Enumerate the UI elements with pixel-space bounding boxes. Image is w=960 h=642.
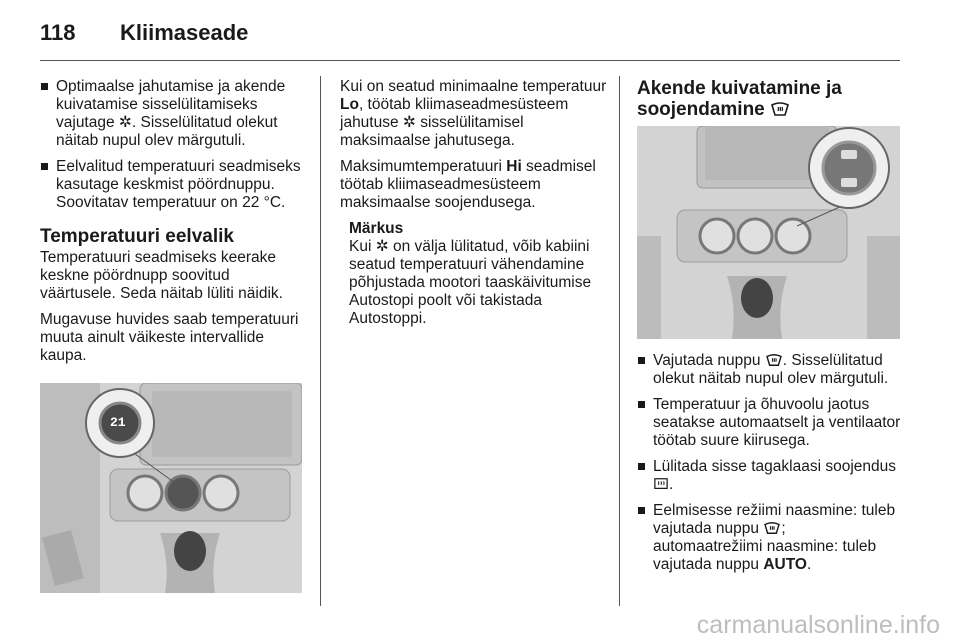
paragraph-min-temp — [340, 78, 610, 150]
watermark: carmanualsonline.info — [696, 611, 940, 639]
lo-label: Lo — [340, 96, 359, 113]
note-title: Märkus — [349, 220, 404, 237]
note-box — [340, 220, 610, 328]
paragraph-max-temp — [340, 158, 610, 212]
column-3-list — [637, 352, 905, 582]
paragraph: Temperatuuri seadmiseks keerake keskne pöördnupp soovitud väärtusele. Seda näitab lüliti näidik. — [40, 249, 283, 302]
text-span: . — [806, 556, 812, 573]
bullet-item — [637, 458, 905, 494]
heading-text: Akende kuivatamine ja soojendamine — [637, 78, 842, 120]
text-span: Vajutada nuppu — [653, 352, 765, 369]
column-1 — [40, 78, 308, 373]
text-span: ; automaatrežiimi naasmine: tuleb vajutada nuppu — [653, 520, 877, 573]
text-span: Kui on seatud minimaalne temperatuur — [340, 78, 607, 95]
note-text: Kui ✲ on välja lülitatud, võib kabiini seatud temperatuuri vähendamine põhjustada mootori taaskäivitumise Autostopi poolt või takistada Autostoppi. — [349, 238, 592, 327]
text-span: . — [669, 476, 674, 493]
text-span: Maksimumtemperatuuri — [340, 158, 507, 175]
figure-defrost-controls — [637, 126, 900, 339]
column-2 — [340, 78, 610, 336]
windscreen-defrost-icon — [765, 353, 783, 367]
auto-label: AUTO — [763, 556, 807, 573]
bullet-item: Optimaalse jahutamise ja akende kuivatamise sisselülitamiseks vajutage ✲. Sisselülitatud olekut näitab nupul olev märgutuli. — [40, 78, 308, 150]
knob-display-value: 21 — [110, 415, 126, 430]
text-span: Eelmisesse režiimi naasmine: tuleb vajutada nuppu — [653, 502, 896, 537]
text-span: seadmisel töötab kliimaseadmesüsteem maksimaalse soojendusega. — [340, 158, 596, 211]
windscreen-defrost-icon — [763, 521, 781, 535]
bullet-item: Temperatuur ja õhuvoolu jaotus seatakse automaatselt ja ventilaator töötab suure kiirusega. — [637, 396, 905, 450]
text-span: , töötab kliimaseadmesüsteem jahutuse ✲ sisselülitamisel maksimaalse jahutusega. — [340, 96, 569, 149]
bullet-item: Eelvalitud temperatuuri seadmiseks kasutage keskmist pöördnuppu. Soovitatav temperatuur on 22 °C. — [40, 158, 308, 212]
bullet-item — [637, 502, 905, 574]
figure-temperature-knob — [40, 383, 302, 593]
section-heading — [637, 78, 902, 120]
dashboard-illustration — [40, 383, 302, 593]
bullet-item — [637, 352, 905, 388]
page-header — [40, 18, 900, 58]
column-3 — [637, 78, 902, 132]
bullet-list — [637, 352, 905, 574]
paragraph: Mugavuse huvides saab temperatuuri muuta ainult väikeste intervallide kaupa. — [40, 311, 299, 364]
hi-label: Hi — [506, 158, 522, 175]
header-rule — [40, 60, 900, 61]
section-heading: Temperatuuri eelvalik — [40, 226, 234, 247]
page-number: 118 — [40, 20, 76, 45]
column-divider-2 — [619, 76, 620, 606]
bullet-list — [40, 78, 308, 212]
text-span: . Sisselülitatud olekut näitab nupul olev märgutuli. — [653, 352, 889, 387]
page-title: Kliimaseade — [120, 20, 249, 45]
column-divider-1 — [320, 76, 321, 606]
windscreen-defrost-icon — [770, 101, 790, 117]
text-span: Lülitada sisse tagaklaasi soojendus — [653, 458, 896, 475]
rear-window-heat-icon — [653, 477, 669, 491]
dashboard-illustration — [637, 126, 900, 339]
